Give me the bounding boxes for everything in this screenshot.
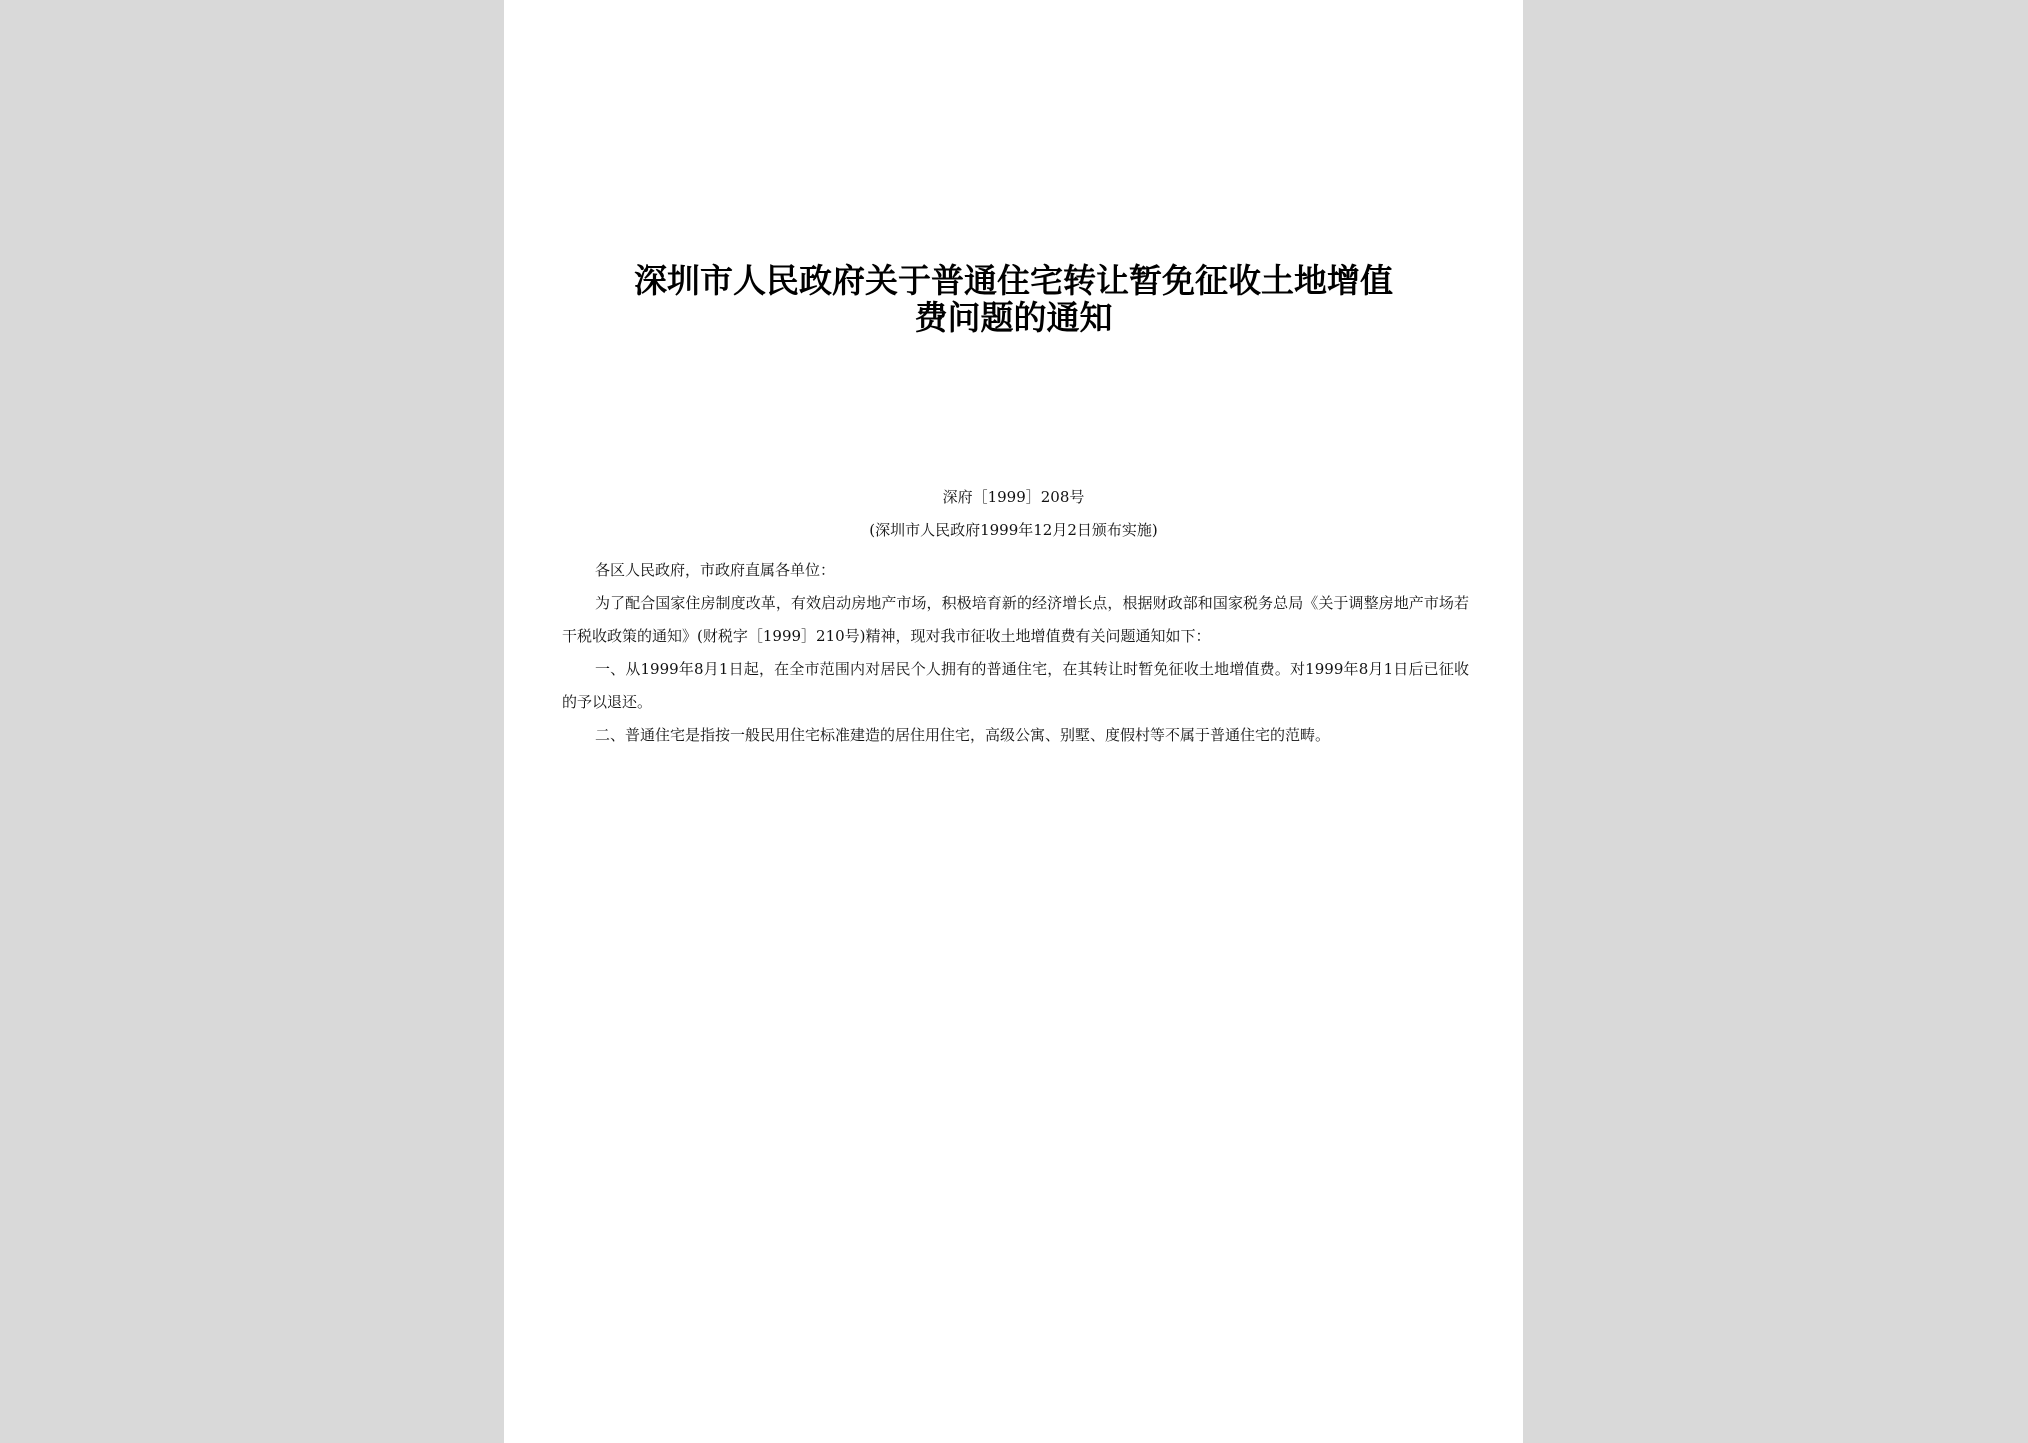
paragraph: 一、从1999年8月1日起，在全市范围内对居民个人拥有的普通住宅，在其转让时暂免征收土地增值费。对1999年8月1日后已征收的予以退还。 [562, 660, 1469, 711]
paragraph: 为了配合国家住房制度改革，有效启动房地产市场，积极培育新的经济增长点，根据财政部和国家税务总局《关于调整房地产市场若干税收政策的通知》(财税字［1999］210号)精神，现对我市征收土地增值费有关问题通知如下： [562, 594, 1469, 645]
document-page [504, 0, 1523, 1443]
document-title [504, 262, 1523, 336]
salutation: 各区人民政府，市政府直属各单位： [595, 561, 836, 579]
document-number: 深府［1999］208号 [942, 488, 1085, 506]
paragraph: 二、普通住宅是指按一般民用住宅标准建造的居住用住宅，高级公寓、别墅、度假村等不属于普通住宅的范畴。 [595, 726, 1331, 744]
title-line-2: 费问题的通知 [914, 298, 1113, 337]
title-line-1: 深圳市人民政府关于普通住宅转让暂免征收土地增值 [634, 261, 1393, 300]
document-body [562, 554, 1469, 752]
issued-note: (深圳市人民政府1999年12月2日颁布实施) [869, 521, 1158, 539]
